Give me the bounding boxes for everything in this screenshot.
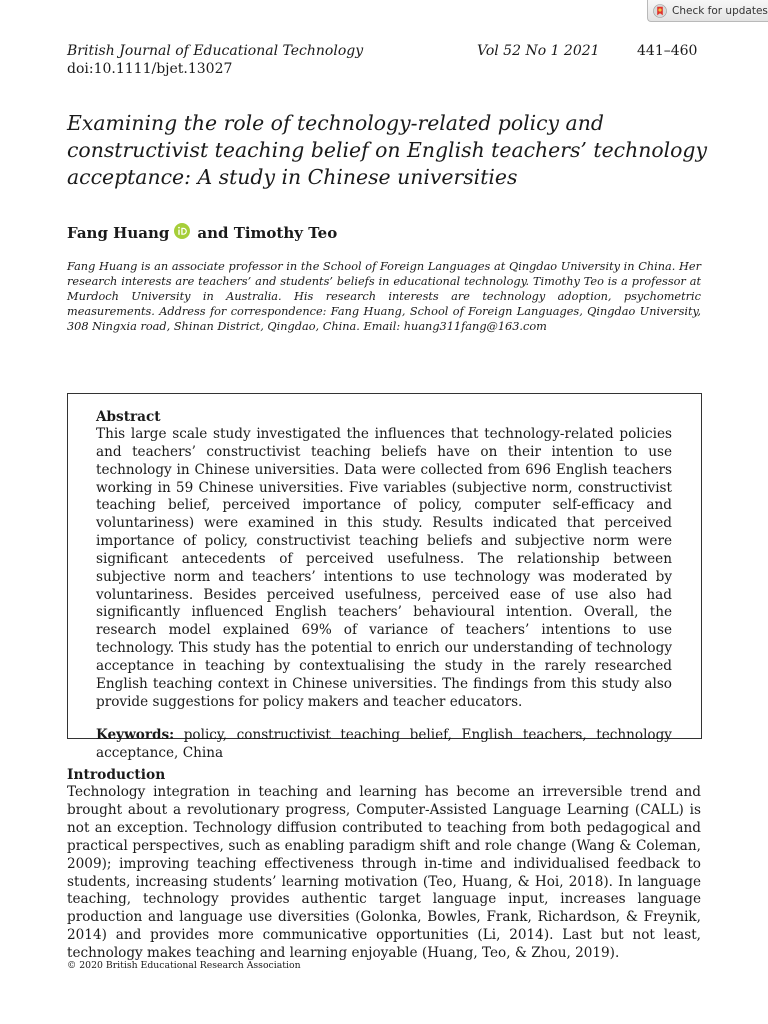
author-second: and Timothy Teo	[197, 224, 338, 242]
author-first: Fang Huang	[67, 224, 170, 242]
keywords	[96, 726, 672, 762]
author-line	[67, 223, 337, 243]
journal-name: British Journal of Educational Technology	[67, 43, 364, 59]
check-for-updates-label: Check for updates	[672, 4, 768, 17]
check-for-updates-badge[interactable]	[647, 0, 768, 22]
check-for-updates-icon	[653, 4, 667, 18]
abstract-body: This large scale study investigated the influences that technology-related policies and teachers’ constructivist teaching beliefs have on their intention to use technology in Chinese universities. Data were collected from 696 English teachers working in 59 Chinese universities. Five variables (subjective norm, constructivist teaching belief, perceived importance of policy, computer self-efficacy and voluntariness) were examined in this study. Results indicated that perceived importance of policy, constructivist teaching beliefs and subjective norm were significant antecedents of perceived usefulness. The relationship between subjective norm and teachers’ intentions to use technology was moderated by voluntariness. Besides perceived usefulness, perceived ease of use also had significantly influenced English teachers’ behavioural intention. Overall, the research model explained 69% of variance of teachers’ intentions to use technology. This study has the potential to enrich our understanding of technology acceptance in teaching by contextualising the study in the rarely researched English teaching context in Chinese universities. The findings from this study also provide suggestions for policy makers and teacher educators.	[96, 426, 672, 710]
keywords-label: Keywords:	[96, 726, 175, 743]
doi[interactable]: doi:10.1111/bjet.13027	[67, 61, 233, 77]
paper-title: Examining the role of technology-related policy and constructivist teaching belief on English teachers’ technology acceptance: A study in Chinese universities	[67, 111, 707, 189]
keywords-list: policy, constructivist teaching belief, English teachers, technology acceptance, China	[96, 726, 672, 761]
abstract-heading: Abstract	[96, 409, 161, 425]
introduction-heading: Introduction	[67, 767, 166, 783]
journal-volume: Vol 52 No 1 2021	[477, 43, 600, 59]
introduction-body: Technology integration in teaching and learning has become an irreversible trend and brought about a revolutionary progress, Computer-Assisted Language Learning (CALL) is not an exception. Technology diffusion contributed to teaching from both pedagogical and practical perspectives, such as enabling paradigm shift and role change (Wang & Coleman, 2009); improving teaching effectiveness through in-time and individualised feedback to students, increasing students’ learning motivation (Teo, Huang, & Hoi, 2018). In language teaching, technology provides authentic target language input, increases language production and language use diversities (Golonka, Bowles, Frank, Richardson, & Freynik, 2014) and provides more communicative opportunities (Li, 2014). Last but not least, technology makes teaching and learning enjoyable (Huang, Teo, & Zhou, 2019).	[67, 784, 701, 962]
author-bio: Fang Huang is an associate professor in the School of Foreign Languages at Qingdao University in China. Her research interests are teachers’ and students’ beliefs in educational technology. Timothy Teo is a professor at Murdoch University in Australia. His research interests are technology adoption, psychometric measurements. Address for correspondence: Fang Huang, School of Foreign Languages, Qingdao University, 308 Ningxia road, Shinan District, Qingdao, China. Email: huang311fang@163.com	[67, 260, 701, 333]
journal-pages: 441–460	[637, 43, 698, 59]
copyright-notice: © 2020 British Educational Research Association	[67, 960, 301, 971]
orcid-icon[interactable]	[174, 223, 190, 239]
abstract-box	[67, 393, 702, 761]
